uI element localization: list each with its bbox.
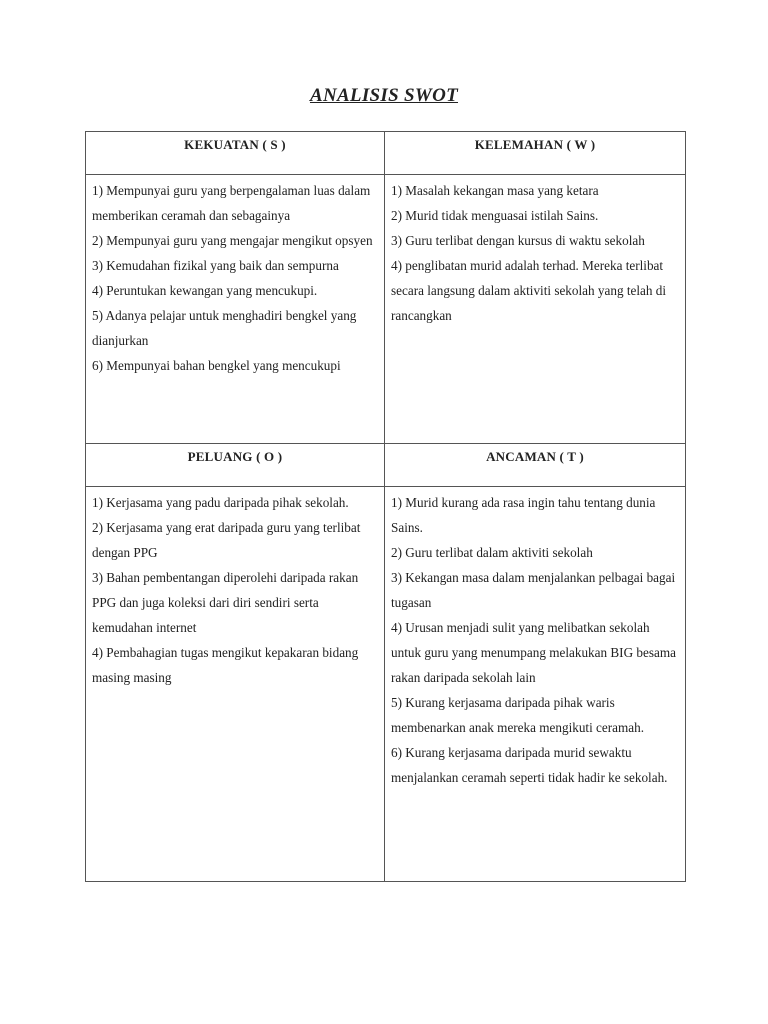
threat-item: 1) Murid kurang ada rasa ingin tahu tentang dunia Sains. (391, 495, 656, 535)
strengths-header: KEKUATAN ( S ) (184, 137, 286, 152)
strengths-header-cell (86, 132, 385, 175)
weaknesses-header: KELEMAHAN ( W ) (474, 137, 596, 152)
opportunity-item: 3) Bahan pembentangan diperolehi daripada rakan PPG dan juga koleksi dari diri sendiri serta kemudahan internet (92, 570, 359, 635)
threat-item: 2) Guru terlibat dalam aktiviti sekolah (391, 545, 593, 560)
swot-table (85, 131, 686, 882)
strength-item: 3) Kemudahan fizikal yang baik dan sempurna (92, 258, 339, 273)
strengths-cell (86, 175, 385, 444)
strength-item: 5) Adanya pelajar untuk menghadiri bengkel yang dianjurkan (92, 308, 357, 348)
opportunity-item: 1) Kerjasama yang padu daripada pihak sekolah. (92, 495, 349, 510)
threat-item: 4) Urusan menjadi sulit yang melibatkan sekolah untuk guru yang menumpang melakukan BIG besama rakan daripada sekolah lain (391, 620, 676, 685)
strength-item: 6) Mempunyai bahan bengkel yang mencukupi (92, 358, 341, 373)
header-row-strengths-weaknesses (86, 132, 686, 175)
weakness-item: 3) Guru terlibat dengan kursus di waktu sekolah (391, 233, 645, 248)
weakness-item: 2) Murid tidak menguasai istilah Sains. (391, 208, 599, 223)
threats-header: ANCAMAN ( T ) (486, 449, 584, 464)
weakness-item: 1) Masalah kekangan masa yang ketara (391, 183, 599, 198)
weaknesses-cell (385, 175, 686, 444)
opportunity-item: 4) Pembahagian tugas mengikut kepakaran bidang masing masing (92, 645, 359, 685)
body-row-strengths-weaknesses (86, 175, 686, 444)
strength-item: 4) Peruntukan kewangan yang mencukupi. (92, 283, 318, 298)
threats-cell (385, 487, 686, 882)
opportunities-cell (86, 487, 385, 882)
strength-item: 1) Mempunyai guru yang berpengalaman luas dalam memberikan ceramah dan sebagainya (92, 183, 371, 223)
weakness-item: 4) penglibatan murid adalah terhad. Mereka terlibat secara langsung dalam aktiviti sekolah yang telah di rancangkan (391, 258, 667, 323)
strength-item: 2) Mempunyai guru yang mengajar mengikut opsyen (92, 233, 373, 248)
threat-item: 6) Kurang kerjasama daripada murid sewaktu menjalankan ceramah seperti tidak hadir ke sekolah. (391, 745, 668, 785)
header-row-opportunities-threats (86, 444, 686, 487)
threat-item: 5) Kurang kerjasama daripada pihak waris membenarkan anak mereka mengikuti ceramah. (391, 695, 645, 735)
opportunities-header: PELUANG ( O ) (187, 449, 283, 464)
weaknesses-header-cell (385, 132, 686, 175)
opportunities-header-cell (86, 444, 385, 487)
document-title: ANALISIS SWOT (309, 85, 459, 106)
opportunity-item: 2) Kerjasama yang erat daripada guru yang terlibat dengan PPG (92, 520, 361, 560)
body-row-opportunities-threats (86, 487, 686, 882)
threats-header-cell (385, 444, 686, 487)
threat-item: 3) Kekangan masa dalam menjalankan pelbagai bagai tugasan (391, 570, 676, 610)
